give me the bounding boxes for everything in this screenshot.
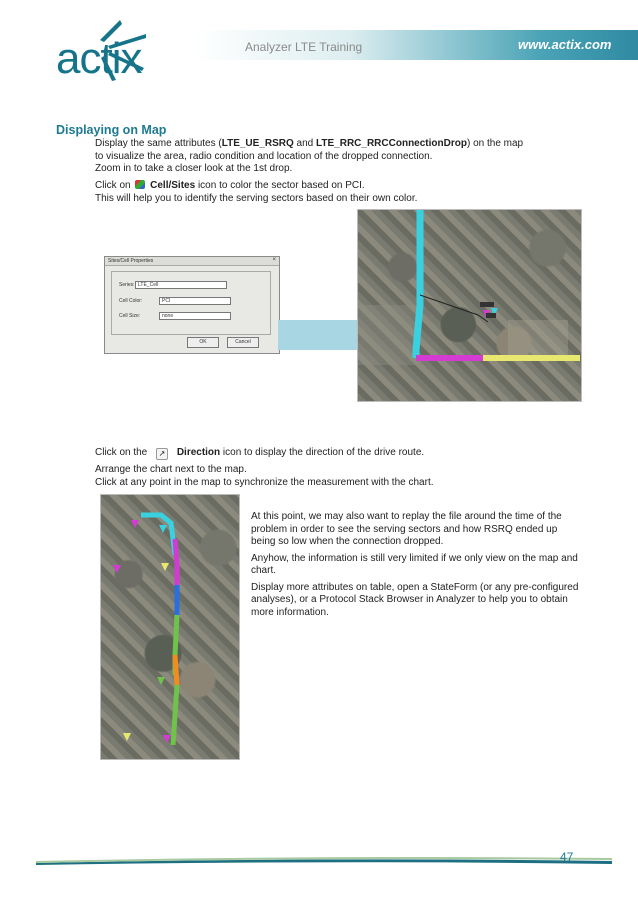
cancel-button[interactable]: Cancel bbox=[227, 337, 259, 348]
cell-size-label: Cell Size: bbox=[119, 313, 141, 319]
dialog-titlebar bbox=[105, 257, 279, 266]
cell-color-label: Cell Color: bbox=[119, 298, 143, 304]
side-paragraph-3: Display more attributes on table, open a StateForm (or any pre-configured analyses), or a Protocol Stack Browser in Analyzer to help you to obtain more information. bbox=[251, 581, 579, 618]
dialog-title: Sites/Cell Properties bbox=[108, 258, 154, 264]
cellsites-line-2: This will help you to identify the serving sectors based on their own color. bbox=[95, 192, 418, 204]
ok-button[interactable]: OK bbox=[187, 337, 219, 348]
zoomed-map-image bbox=[357, 209, 582, 402]
actix-logo: actix bbox=[56, 34, 142, 83]
side-paragraph-1: At this point, we may also want to replay the file around the time of the problem in order to see the serving sectors and how RSRQ ended up being so low when the connection dropped. bbox=[251, 511, 562, 547]
cell-size-select[interactable]: none bbox=[159, 312, 231, 320]
side-text bbox=[251, 511, 581, 619]
intro-paragraph bbox=[95, 138, 585, 176]
zoomed-route bbox=[358, 210, 581, 401]
sites-cell-properties-dialog bbox=[104, 256, 280, 354]
arrange-paragraph bbox=[95, 464, 585, 489]
header-title: Analyzer LTE Training bbox=[245, 40, 363, 54]
direction-paragraph: Click on the ↗ Direction icon to display the direction of the drive route. bbox=[95, 447, 425, 458]
close-icon: × bbox=[272, 257, 276, 263]
page-number: 47 bbox=[560, 850, 574, 864]
footer-swoosh bbox=[36, 855, 612, 865]
direction-icon: ↗ bbox=[156, 448, 168, 460]
series-label: Series: bbox=[119, 282, 135, 288]
cell-sites-icon bbox=[135, 180, 145, 189]
zoom-connector bbox=[278, 320, 358, 350]
cell-color-select[interactable]: PCI bbox=[159, 297, 231, 305]
intro-line-2: to visualize the area, radio condition and location of the dropped connection. bbox=[95, 150, 433, 162]
intro-line-3: Zoom in to take a closer look at the 1st drop. bbox=[95, 163, 293, 174]
side-paragraph-2: Anyhow, the information is still very limited if we only view on the map and chart. bbox=[251, 552, 578, 576]
cellsites-line-1: Click on Cell/Sites icon to color the sector based on PCI. bbox=[95, 180, 365, 191]
brand-url: www.actix.com bbox=[518, 37, 612, 52]
series-select[interactable]: LTE_Cell bbox=[135, 281, 227, 289]
intro-line-1: Display the same attributes (LTE_UE_RSRQ and LTE_RRC_RRCConnectionDrop) on the map bbox=[95, 138, 524, 149]
section-title: Displaying on Map bbox=[56, 123, 167, 137]
arrange-line-2: Click at any point in the map to synchronize the measurement with the chart. bbox=[95, 476, 434, 488]
arrange-line-1: Arrange the chart next to the map. bbox=[95, 464, 247, 475]
drive-route bbox=[101, 495, 239, 759]
drive-route-map-image bbox=[100, 494, 240, 760]
cellsites-paragraph bbox=[95, 180, 585, 205]
